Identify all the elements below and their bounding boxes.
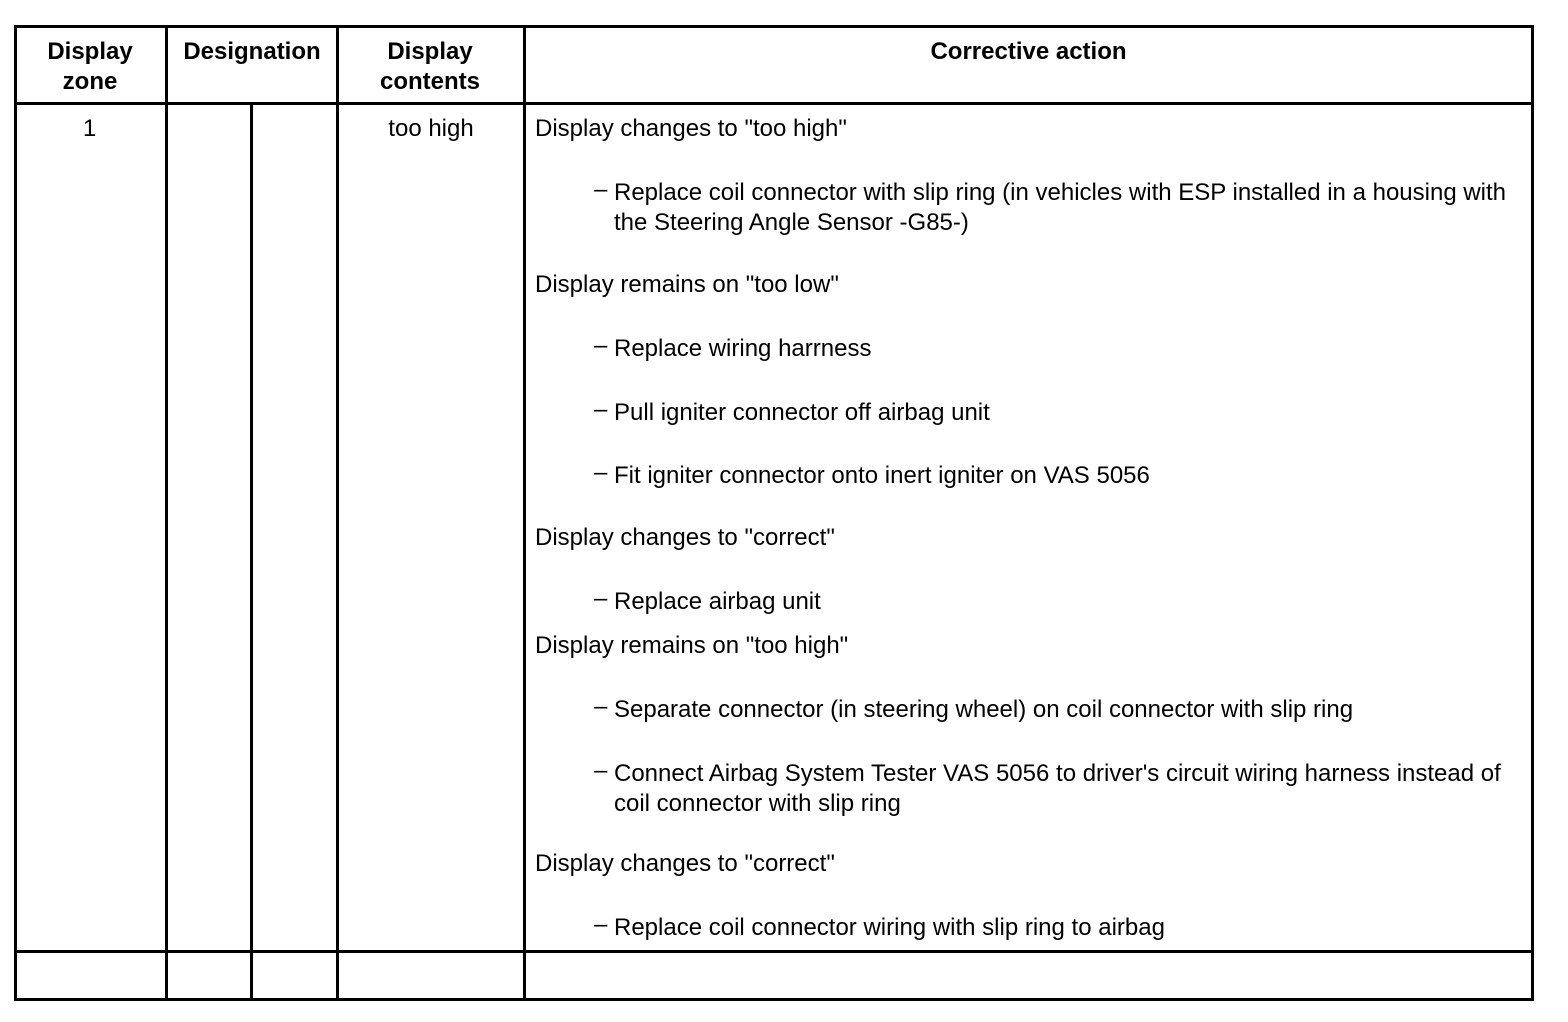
action-step-text: Fit igniter connector onto inert igniter on VAS 5056: [614, 462, 1150, 489]
header-designation: Designation: [183, 38, 321, 65]
action-step: [594, 334, 1514, 364]
status-line: Display remains on "too high": [535, 632, 849, 659]
action-step-text: Replace airbag unit: [614, 588, 821, 615]
header-corrective-action: Corrective action: [930, 38, 1127, 65]
action-step: [594, 913, 1514, 943]
display-zone-value: 1: [82, 115, 97, 142]
action-step-text: Replace coil connector wiring with slip ring to airbag: [614, 914, 1165, 941]
column-divider: [523, 25, 526, 1001]
dash-bullet: –: [594, 396, 608, 423]
header-display-zone: Display zone: [47, 38, 133, 95]
action-step: [594, 695, 1514, 725]
dash-bullet: –: [594, 459, 608, 486]
status-line: Display changes to "correct": [535, 524, 835, 551]
dash-bullet: –: [594, 332, 608, 359]
dash-bullet: –: [594, 176, 608, 203]
status-line: Display changes to "correct": [535, 850, 835, 877]
row-divider: [14, 950, 1534, 953]
status-line: Display remains on "too low": [535, 271, 839, 298]
status-line: Display changes to "too high": [535, 115, 847, 142]
action-step-text: Separate connector (in steering wheel) on coil connector with slip ring: [614, 696, 1354, 723]
action-step-text: Replace wiring harrness: [614, 335, 872, 362]
action-step: [594, 759, 1514, 819]
action-step-text: Connect Airbag System Tester VAS 5056 to driver's circuit wiring harness instead of coil connector with slip ring: [614, 760, 1501, 817]
dash-bullet: –: [594, 911, 608, 938]
header-display-contents: Display contents: [379, 38, 480, 95]
header-divider: [14, 102, 1534, 105]
action-step-text: Replace coil connector with slip ring (in vehicles with ESP installed in a housing with the Steering Angle Sensor -G85-): [614, 179, 1507, 236]
column-divider: [336, 25, 339, 1001]
column-divider: [165, 25, 168, 1001]
column-divider: [250, 104, 253, 1001]
action-step: [594, 398, 1514, 428]
action-step: [594, 587, 1514, 617]
dash-bullet: –: [594, 757, 608, 784]
action-step-text: Pull igniter connector off airbag unit: [614, 399, 990, 426]
action-step: [594, 178, 1514, 238]
display-contents-value: too high: [388, 115, 474, 142]
action-step: [594, 461, 1514, 491]
dash-bullet: –: [594, 585, 608, 612]
dash-bullet: –: [594, 693, 608, 720]
